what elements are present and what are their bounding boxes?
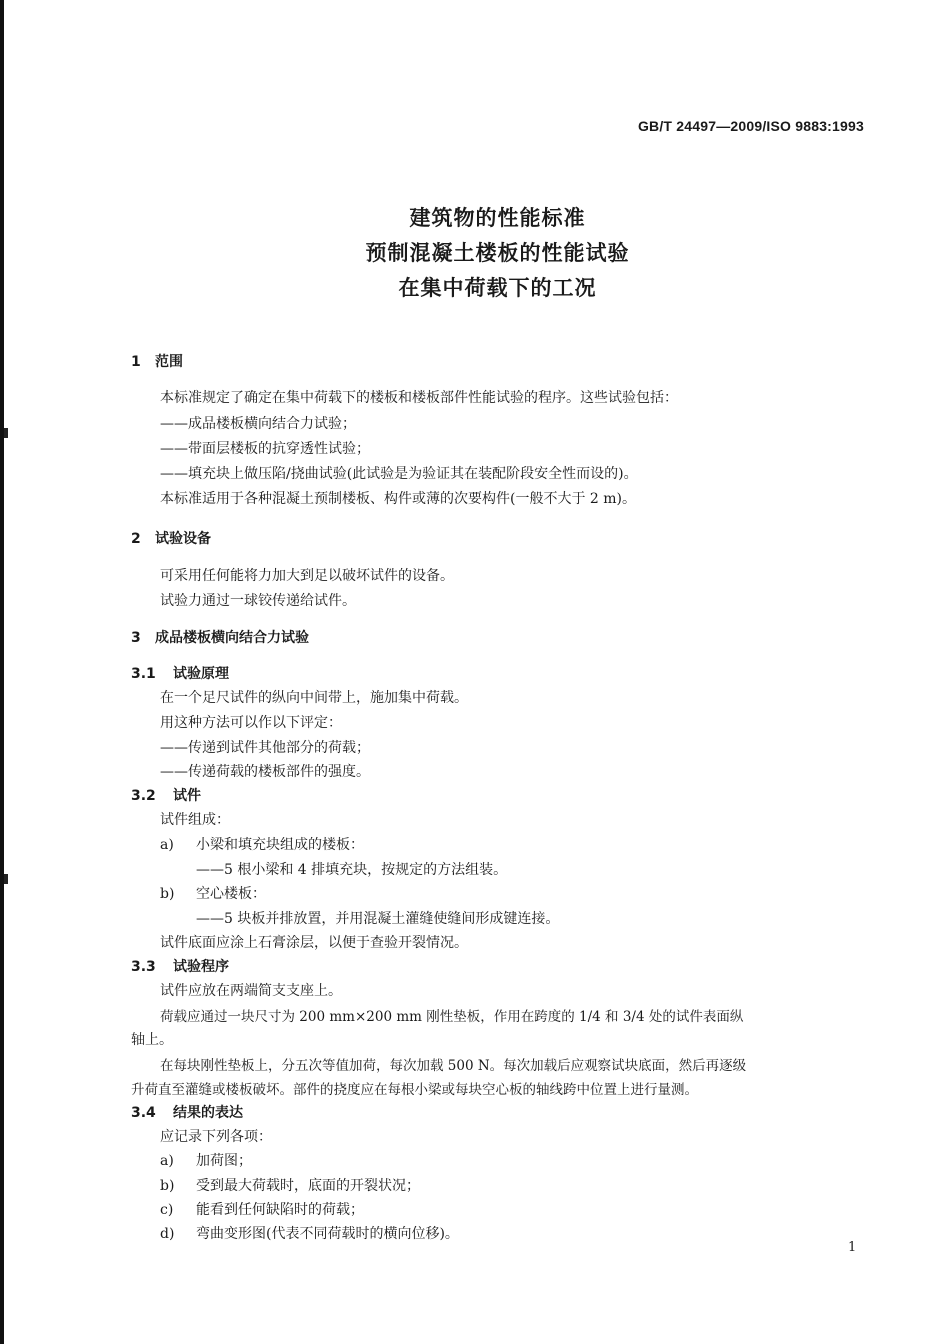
standard-code: GB/T 24497—2009/ISO 9883:1993 [637, 118, 864, 134]
list-text: 受到最大荷载时，底面的开裂状况； [196, 1178, 420, 1194]
section-1-heading [131, 351, 183, 371]
section-number: 1 [131, 354, 141, 370]
section-3-heading [131, 627, 309, 647]
list-label: b) [160, 1178, 175, 1194]
title-line-1: 建筑物的性能标准 [409, 206, 586, 230]
list-text: 小梁和填充块组成的楼板： [196, 837, 364, 853]
paragraph-line: 荷载应通过一块尺寸为 200 mm×200 mm 刚性垫板，作用在跨度的 1/4 和 3/4 处的试件表面纵 [160, 1009, 744, 1025]
paragraph-line: 轴上。 [131, 1032, 173, 1048]
section-title: 成品楼板横向结合力试验 [155, 630, 309, 646]
list-text: 弯曲变形图(代表不同荷载时的横向位移)。 [196, 1226, 459, 1242]
list-label: c) [160, 1202, 174, 1218]
list-item: ——传递荷载的楼板部件的强度。 [160, 764, 370, 780]
section-number: 3.4 [131, 1105, 156, 1121]
list-item: ——成品楼板横向结合力试验； [160, 416, 356, 432]
list-item [160, 1175, 420, 1195]
scan-mark [4, 874, 8, 884]
list-item [160, 1223, 459, 1243]
list-label: d) [160, 1226, 175, 1242]
list-item [160, 1150, 252, 1170]
list-item-a [160, 834, 364, 854]
paragraph: 用这种方法可以作以下评定： [160, 715, 342, 731]
paragraph: 在一个足尺试件的纵向中间带上，施加集中荷载。 [160, 690, 468, 706]
list-text: 能看到任何缺陷时的荷载； [196, 1202, 364, 1218]
paragraph-line: 升荷直至灌缝或楼板破坏。部件的挠度应在每根小梁或每块空心板的轴线跨中位置上进行量测。 [131, 1082, 698, 1098]
section-title: 试验原理 [173, 666, 229, 682]
section-title: 试验设备 [155, 531, 211, 547]
title-line-2: 预制混凝土楼板的性能试验 [365, 241, 630, 265]
list-text: 空心楼板： [196, 886, 266, 902]
section-number: 3.2 [131, 788, 156, 804]
list-label: a) [160, 837, 174, 853]
title-line-3: 在集中荷载下的工况 [398, 276, 597, 300]
section-3-2-heading [131, 785, 201, 805]
section-title: 试验程序 [173, 959, 229, 975]
section-number: 3.1 [131, 666, 156, 682]
section-title: 结果的表达 [173, 1105, 243, 1121]
list-item-b [160, 883, 266, 903]
list-label: b) [160, 886, 175, 902]
paragraph: 本标准适用于各种混凝土预制楼板、构件或薄的次要构件(一般不大于 2 m)。 [160, 491, 637, 507]
section-number: 3.3 [131, 959, 156, 975]
section-3-4-heading [131, 1102, 243, 1122]
list-item: ——填充块上做压陷/挠曲试验(此试验是为验证其在装配阶段安全性而设的)。 [160, 466, 638, 482]
section-title: 范围 [155, 354, 183, 370]
list-label: a) [160, 1153, 174, 1169]
section-number: 3 [131, 630, 141, 646]
page-number: 1 [848, 1240, 857, 1255]
paragraph: 试件底面应涂上石膏涂层，以便于查验开裂情况。 [160, 935, 468, 951]
section-title: 试件 [173, 788, 201, 804]
paragraph-line: 在每块刚性垫板上，分五次等值加荷，每次加载 500 N。每次加载后应观察试块底面，然后再逐级 [160, 1058, 747, 1074]
list-item: ——传递到试件其他部分的荷载； [160, 740, 370, 756]
paragraph: 试件应放在两端简支支座上。 [160, 983, 342, 999]
paragraph: 本标准规定了确定在集中荷载下的楼板和楼板部件性能试验的程序。这些试验包括： [160, 390, 678, 406]
sub-list-item: ——5 根小梁和 4 排填充块，按规定的方法组装。 [196, 862, 508, 878]
section-2-heading [131, 528, 211, 548]
scan-mark [4, 428, 8, 438]
section-3-1-heading [131, 663, 229, 683]
paragraph: 试验力通过一球铰传递给试件。 [160, 593, 356, 609]
paragraph: 可采用任何能将力加大到足以破坏试件的设备。 [160, 568, 454, 584]
list-item [160, 1199, 364, 1219]
section-number: 2 [131, 531, 141, 547]
list-item: ——带面层楼板的抗穿透性试验； [160, 441, 370, 457]
paragraph: 应记录下列各项： [160, 1129, 272, 1145]
sub-list-item: ——5 块板并排放置，并用混凝土灌缝使缝间形成键连接。 [196, 911, 560, 927]
section-3-3-heading [131, 956, 229, 976]
list-text: 加荷图； [196, 1153, 252, 1169]
paragraph: 试件组成： [160, 812, 230, 828]
